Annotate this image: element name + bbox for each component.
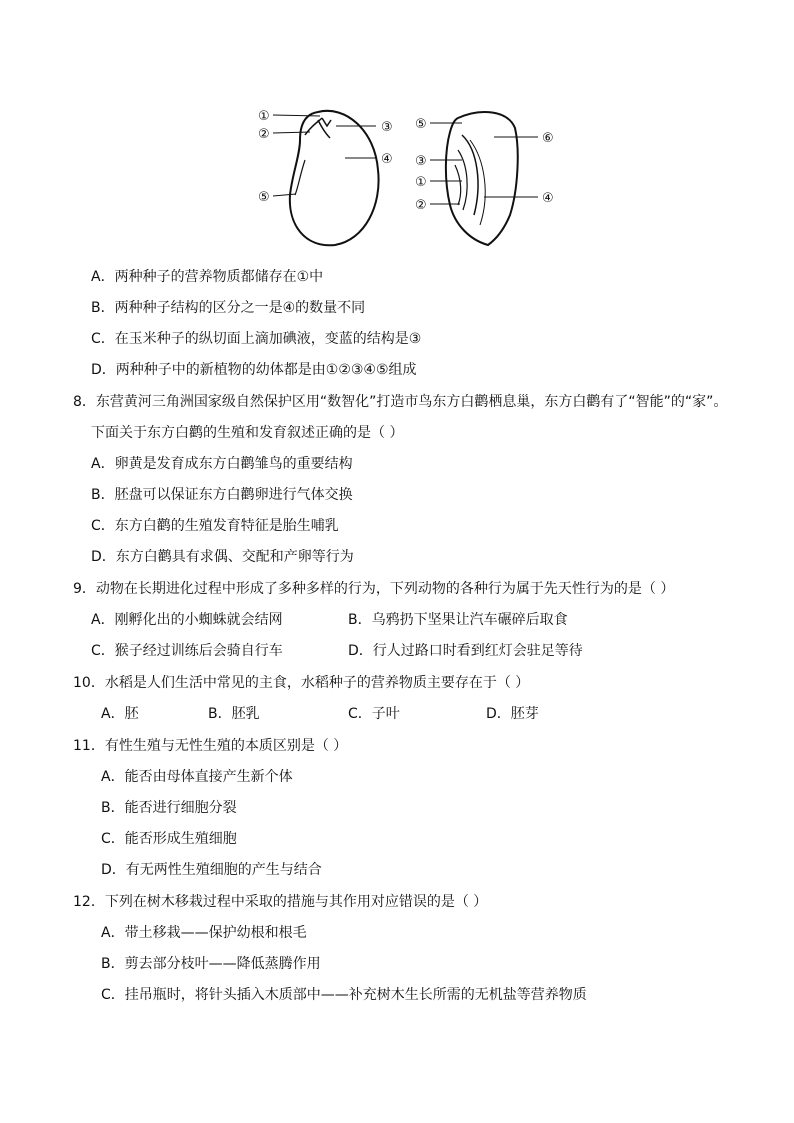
q11-option-d: D．有无两性生殖细胞的产生与结合 xyxy=(101,862,322,878)
bean-label-5: ⑤ xyxy=(258,190,270,205)
corn-label-4: ④ xyxy=(542,191,554,206)
corn-label-6: ⑥ xyxy=(542,131,554,146)
q10-option-d: D．胚芽 xyxy=(486,706,539,722)
q8-option-b: B．胚盘可以保证东方白鹳卵进行气体交换 xyxy=(91,487,353,503)
q10-option-c: C．子叶 xyxy=(348,706,400,722)
q7-option-b: B．两种种子结构的区分之一是④的数量不同 xyxy=(91,300,366,316)
q12-option-a: A．带土移栽——保护幼根和根毛 xyxy=(101,925,307,941)
q9-option-c: C．猴子经过训练后会骑自行车 xyxy=(91,643,283,659)
q7-option-c: C．在玉米种子的纵切面上滴加碘液，变蓝的结构是③ xyxy=(91,331,422,347)
corn-label-5: ⑤ xyxy=(415,117,427,132)
corn-label-2: ② xyxy=(415,198,427,213)
q11-stem: 11．有性生殖与无性生殖的本质区别是（ ） xyxy=(73,738,348,754)
corn-seed-diagram xyxy=(446,112,518,245)
q11-option-a: A．能否由母体直接产生新个体 xyxy=(101,769,293,785)
bean-label-2: ② xyxy=(258,127,270,142)
q8-stem-line-2: 下面关于东方白鹳的生殖和发育叙述正确的是（ ） xyxy=(91,425,404,441)
bean-label-4: ④ xyxy=(381,152,393,167)
q7-option-a: A．两种种子的营养物质都储存在①中 xyxy=(91,269,324,285)
q7-option-d: D．两种种子中的新植物的幼体都是由①②③④⑤组成 xyxy=(91,362,417,378)
q8-option-d: D．东方白鹳具有求偶、交配和产卵等行为 xyxy=(91,549,354,565)
seed-structure-figure xyxy=(0,0,794,260)
q11-option-c: C．能否形成生殖细胞 xyxy=(101,831,237,847)
q11-option-b: B．能否进行细胞分裂 xyxy=(101,800,237,816)
q10-option-b: B．胚乳 xyxy=(208,706,260,722)
q9-stem: 9．动物在长期进化过程中形成了多种多样的行为，下列动物的各种行为属于先天性行为的是（ ） xyxy=(73,581,675,597)
q9-option-d: D．行人过路口时看到红灯会驻足等待 xyxy=(348,643,583,659)
q8-stem-line-1: 8．东营黄河三角洲国家级自然保护区用“数智化”打造市鸟东方白鹳栖息巢，东方白鹳有了“智能”的“家”。 xyxy=(73,394,728,410)
q8-option-a: A．卵黄是发育成东方白鹳雏鸟的重要结构 xyxy=(91,456,353,472)
q12-option-c: C．挂吊瓶时，将针头插入木质部中——补充树木生长所需的无机盐等营养物质 xyxy=(101,987,587,1003)
q10-option-a: A．胚 xyxy=(101,706,139,722)
q12-stem: 12．下列在树木移栽过程中采取的措施与其作用对应错误的是（ ） xyxy=(73,894,488,910)
bean-seed-diagram xyxy=(290,111,379,245)
q9-option-a: A．刚孵化出的小蜘蛛就会结网 xyxy=(91,612,283,628)
bean-label-1: ① xyxy=(258,109,270,124)
corn-label-3: ③ xyxy=(415,154,427,169)
bean-label-3: ③ xyxy=(381,120,393,135)
q10-stem: 10．水稻是人们生活中常见的主食，水稻种子的营养物质主要存在于（ ） xyxy=(73,675,530,691)
q12-option-b: B．剪去部分枝叶——降低蒸腾作用 xyxy=(101,956,321,972)
q9-option-b: B．乌鸦扔下坚果让汽车碾碎后取食 xyxy=(348,612,568,628)
corn-label-1: ① xyxy=(415,175,427,190)
q8-option-c: C．东方白鹳的生殖发育特征是胎生哺乳 xyxy=(91,518,339,534)
